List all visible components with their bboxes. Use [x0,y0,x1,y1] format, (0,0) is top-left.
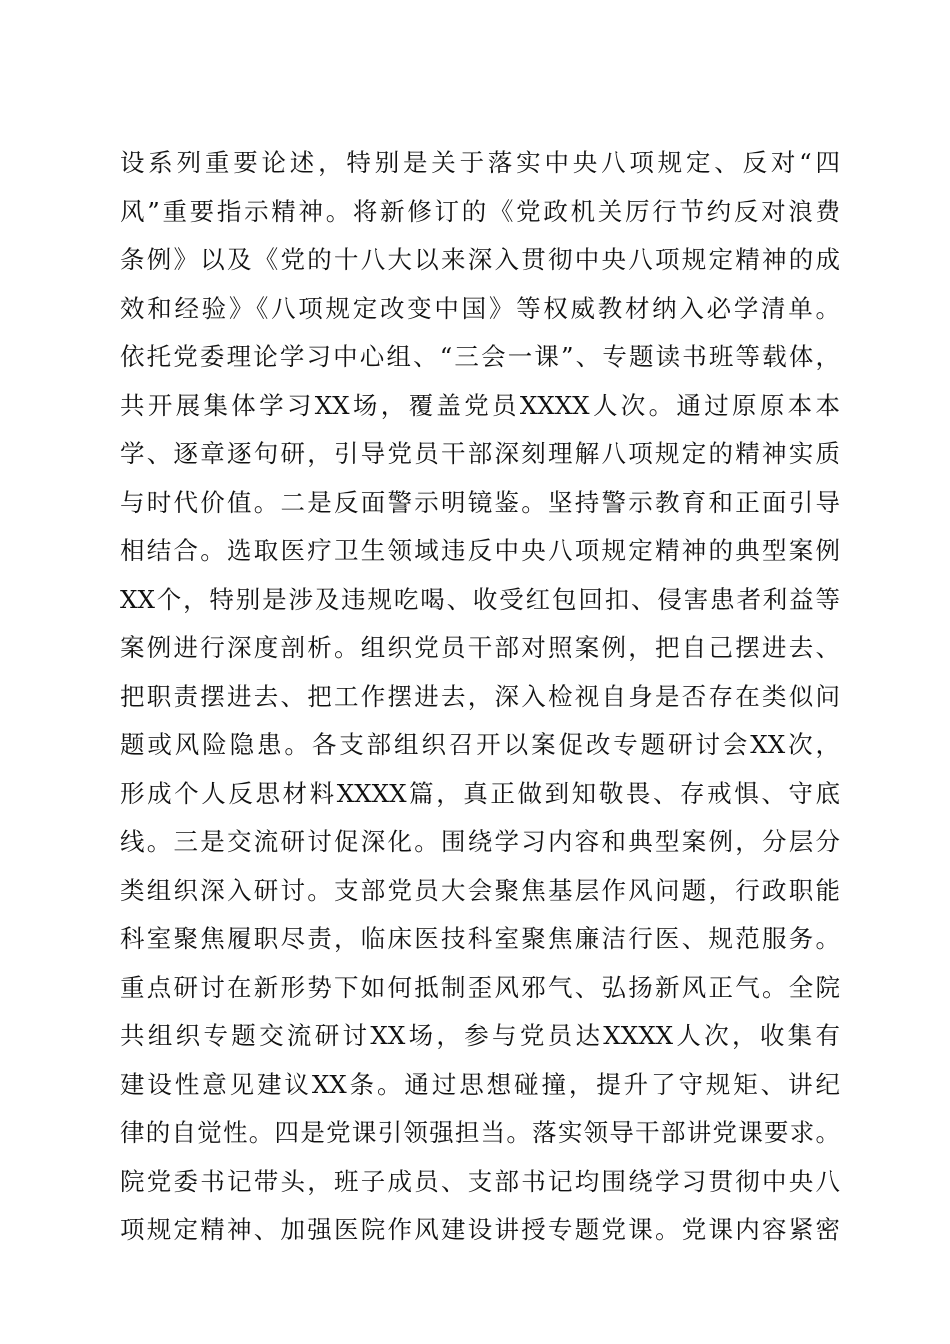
text-line-4: 效和经验》《八项规定改变中国》等权威教材纳入必学清单。 [120,293,840,323]
text-line-5: 依托党委理论学习中心组、“三会一课”、专题读书班等载体， [120,342,840,371]
text-line-14: 形成个人反思材料XXXX篇，真正做到知敬畏、存戒惧、守底 [120,778,840,808]
text-line-21: 律的自觉性。四是党课引领强担当。落实领导干部讲党课要求。 [120,1118,840,1147]
text-line-6: 共开展集体学习XX场，覆盖党员XXXX人次。通过原原本本 [120,390,840,420]
text-line-1: 设系列重要论述，特别是关于落实中央八项规定、反对“四 [120,148,840,177]
text-line-8: 与时代价值。二是反面警示明镜鉴。坚持警示教育和正面引导 [120,487,840,517]
text-line-2: 风”重要指示精神。将新修订的《党政机关厉行节约反对浪费 [120,196,840,226]
text-line-11: 案例进行深度剖析。组织党员干部对照案例，把自己摆进去、 [120,633,840,662]
text-line-7: 学、逐章逐句研，引导党员干部深刻理解八项规定的精神实质 [120,439,840,468]
text-line-18: 重点研讨在新形势下如何抵制歪风邪气、弘扬新风正气。全院 [120,972,840,1002]
text-line-19: 共组织专题交流研讨XX场，参与党员达XXXX人次，收集有 [120,1021,840,1050]
text-line-20: 建设性意见建议XX条。通过思想碰撞，提升了守规矩、讲纪 [120,1069,840,1099]
text-line-22: 院党委书记带头，班子成员、支部书记均围绕学习贯彻中央八 [120,1166,840,1196]
text-line-16: 类组织深入研讨。支部党员大会聚焦基层作风问题，行政职能 [120,875,840,905]
text-line-23: 项规定精神、加强医院作风建设讲授专题党课。党课内容紧密 [120,1215,840,1244]
text-line-17: 科室聚焦履职尽责，临床医技科室聚焦廉洁行医、规范服务。 [120,924,840,953]
text-line-3: 条例》以及《党的十八大以来深入贯彻中央八项规定精神的成 [120,245,840,274]
text-line-9: 相结合。选取医疗卫生领域违反中央八项规定精神的典型案例 [120,536,840,565]
body-text [120,139,840,1255]
text-line-12: 把职责摆进去、把工作摆进去，深入检视自身是否存在类似问 [120,681,840,711]
text-line-15: 线。三是交流研讨促深化。围绕学习内容和典型案例，分层分 [120,827,840,856]
text-line-10: XX个，特别是涉及违规吃喝、收受红包回扣、侵害患者利益等 [120,584,840,614]
text-line-13: 题或风险隐患。各支部组织召开以案促改专题研讨会XX次， [120,730,840,759]
